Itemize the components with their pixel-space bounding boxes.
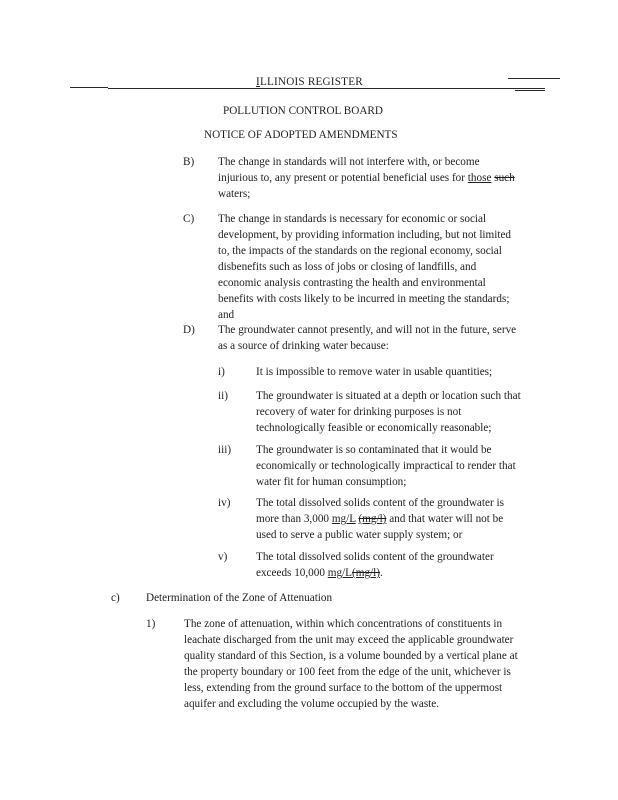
item-c-line: development, by providing information including, but not limited	[218, 229, 512, 241]
item-d-line: The groundwater cannot presently, and will not in the future, serve	[218, 324, 517, 336]
item-b-line-1: The change in standards will not interfere with, or become	[218, 156, 480, 168]
subitem-iii-line: The groundwater is so contaminated that it would be	[256, 444, 492, 456]
header-rule-right-top	[508, 78, 560, 79]
deleted-text: (mg/l)	[352, 567, 380, 579]
register-title-prefix: I	[256, 76, 260, 88]
subitem-iv-line-1: The total dissolved solids content of the groundwater is	[256, 497, 504, 509]
subitem-iv-line-2-pre: more than 3,000	[256, 513, 330, 525]
item-d-label: D)	[183, 324, 195, 336]
subitem-i-line: It is impossible to remove water in usable quantities;	[256, 366, 493, 378]
subitem-iii-line: water fit for human consumption;	[256, 476, 407, 488]
register-title-rest: LLINOIS REGISTER	[259, 76, 363, 88]
notice-title: NOTICE OF ADOPTED AMENDMENTS	[204, 129, 398, 141]
subitem-iii-line: economically or technologically impractical to render that	[256, 460, 516, 472]
subitem-iii-label: iii)	[218, 444, 232, 456]
section-c1-line: leachate discharged from the unit may exceed the applicable groundwater	[184, 634, 514, 646]
subitem-i-label: i)	[218, 366, 225, 378]
item-c-label: C)	[183, 213, 195, 225]
inserted-text: mg/L	[331, 513, 356, 525]
subitem-v-line-2	[256, 566, 383, 582]
section-c1-line: quality standard of this Section, is a volume bounded by a vertical plane at	[184, 650, 518, 662]
subitem-v-label: v)	[218, 551, 228, 563]
item-b-line-2	[218, 171, 515, 187]
subitem-ii-line: recovery of water for drinking purposes is not	[256, 406, 462, 418]
item-b-label: B)	[183, 156, 195, 168]
item-c-line: disbenefits such as loss of jobs or closing of landfills, and	[218, 261, 477, 273]
header-rule-left	[70, 87, 108, 88]
subitem-ii-label: ii)	[218, 390, 228, 402]
subitem-ii-line: The groundwater is situated at a depth or location such that	[256, 390, 521, 402]
item-b-line-2-text: injurious to, any present or potential beneficial uses for	[218, 172, 465, 184]
section-c-label: c)	[111, 592, 120, 604]
subitem-v-line-2-post: .	[379, 567, 383, 579]
section-c1-line: aquifer and excluding the volume occupied by the waste.	[184, 698, 440, 710]
inserted-text: those	[467, 172, 492, 184]
board-title: POLLUTION CONTROL BOARD	[223, 105, 383, 117]
subitem-iv-line-2	[256, 512, 503, 528]
item-c-line: economic analysis contrasting the health and environmental	[218, 277, 486, 289]
item-c-line: The change in standards is necessary for economic or social	[218, 213, 487, 225]
inserted-text: mg/L	[327, 567, 353, 579]
header-rule-right	[515, 90, 545, 91]
section-c-heading: Determination of the Zone of Attenuation	[146, 592, 333, 604]
subitem-iv-line-2-post: and that water will not be	[389, 513, 504, 525]
item-c-line: and	[218, 309, 235, 321]
deleted-text: (mg/l)	[358, 513, 387, 525]
item-c-line: benefits with costs likely to be incurred in meeting the standards;	[218, 293, 510, 305]
subitem-ii-line: technologically feasible or economically reasonable;	[256, 422, 492, 434]
item-b-line-3: waters;	[218, 188, 251, 200]
register-title	[256, 75, 363, 91]
subitem-iv-label: iv)	[218, 497, 231, 509]
section-c1-line: the property boundary or 100 feet from the edge of the unit, whichever is	[184, 666, 511, 678]
subitem-iv-line-3: used to serve a public water supply system; or	[256, 529, 463, 541]
section-c1-label: 1)	[146, 618, 156, 630]
subitem-v-line-2-pre: exceeds 10,000	[256, 567, 325, 579]
section-c1-line: less, extending from the ground surface to the bottom of the uppermost	[184, 682, 503, 694]
section-c1-line: The zone of attenuation, within which concentrations of constituents in	[184, 618, 503, 630]
item-c-line: to, the impacts of the standards on the regional economy, social	[218, 245, 502, 257]
deleted-text: such	[494, 172, 515, 184]
subitem-v-line-1: The total dissolved solids content of the groundwater	[256, 551, 494, 563]
item-d-line: as a source of drinking water because:	[218, 340, 389, 352]
